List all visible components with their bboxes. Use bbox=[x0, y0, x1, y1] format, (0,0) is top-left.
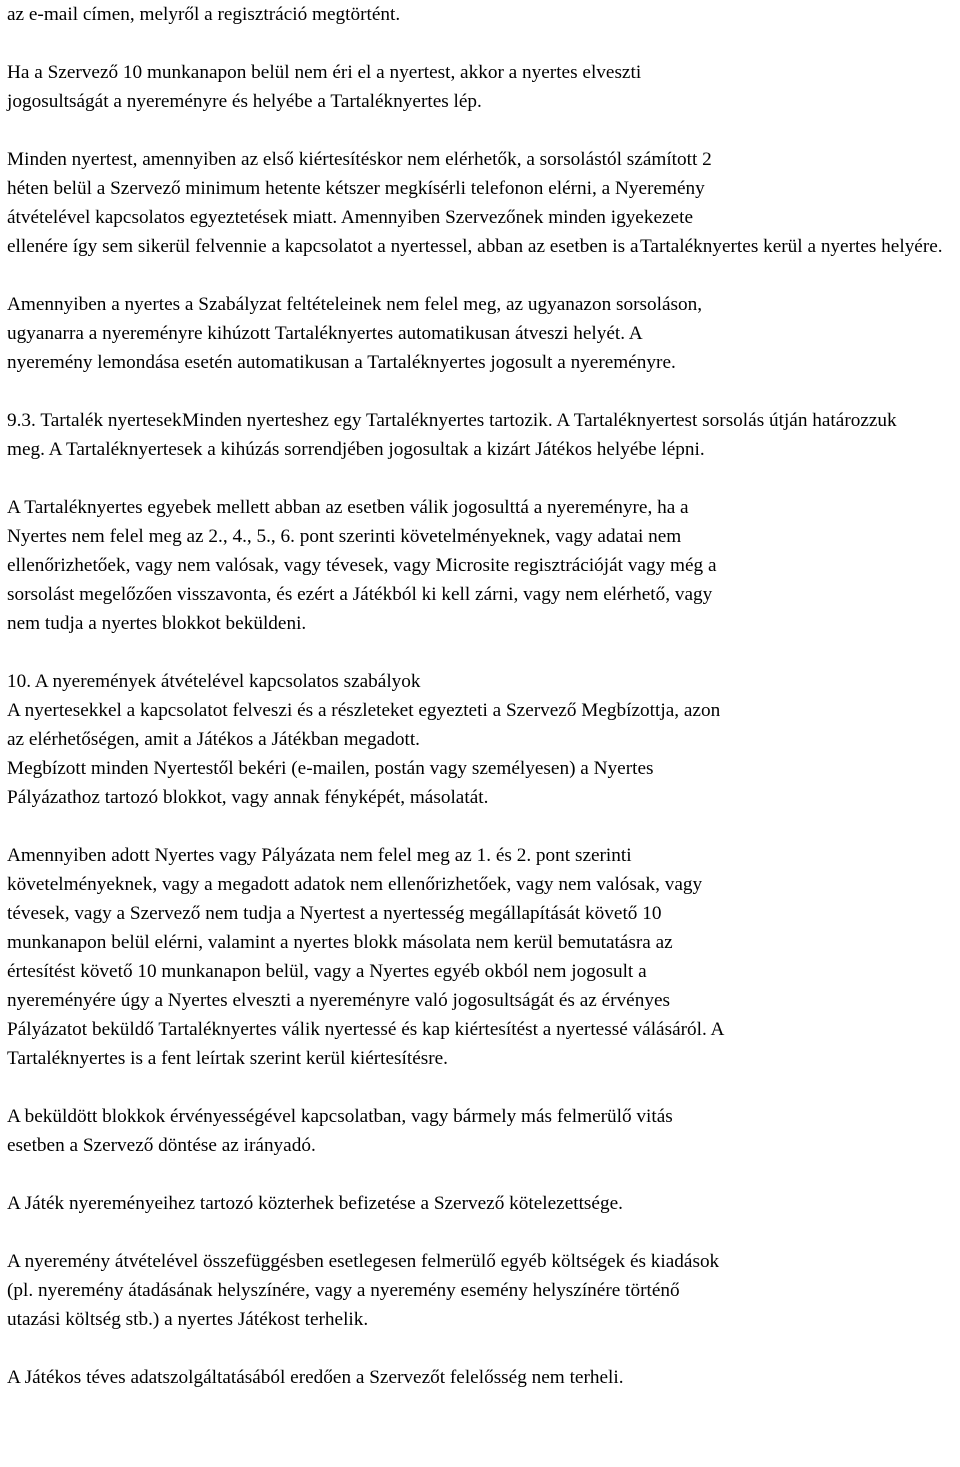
paragraph bbox=[7, 290, 957, 377]
text-line: 10. A nyeremények átvételével kapcsolatos szabályok bbox=[7, 671, 421, 692]
text-line: Tartaléknyertes is a fent leírtak szerint kerül kiértesítésre. bbox=[7, 1048, 449, 1069]
text-line: A Játék nyereményeihez tartozó közterhek befizetése a Szervező kötelezettsége. bbox=[7, 1193, 623, 1214]
paragraph bbox=[7, 667, 957, 812]
text-line: sorsolást megelőzően visszavonta, és ezért a Játékból ki kell zárni, vagy nem elérhető, vagy bbox=[7, 584, 713, 605]
text-line: Amennyiben a nyertes a Szabályzat feltételeinek nem felel meg, az ugyanazon sorsoláson, bbox=[7, 294, 703, 315]
text-line: Minden nyerteshez egy Tartaléknyertes tartozik. A Tartaléknyertest sorsolás útján határozzuk bbox=[181, 410, 897, 431]
text-line: tévesek, vagy a Szervező nem tudja a Nyertest a nyertesség megállapítását követő 10 bbox=[7, 903, 662, 924]
text-line: Pályázathoz tartozó blokkot, vagy annak fényképét, másolatát. bbox=[7, 787, 489, 808]
paragraph bbox=[7, 0, 957, 29]
text-line: Amennyiben adott Nyertes vagy Pályázata nem felel meg az 1. és 2. pont szerinti bbox=[7, 845, 632, 866]
text-line: Minden nyertest, amennyiben az első kiértesítéskor nem elérhetők, a sorsolástól számított 2 bbox=[7, 149, 712, 170]
text-line: átvételével kapcsolatos egyeztetések miatt. Amennyiben Szervezőnek minden igyekezete bbox=[7, 207, 693, 228]
paragraph bbox=[7, 1363, 957, 1392]
text-line: nyereményére úgy a Nyertes elveszti a nyereményre való jogosultságát és az érvényes bbox=[7, 990, 670, 1011]
paragraph-spacer bbox=[7, 1218, 957, 1247]
text-line: ellenére így sem sikerül felvennie a kapcsolatot a nyertessel, abban az esetben is a bbox=[7, 236, 639, 257]
text-line: ellenőrizhetőek, vagy nem valósak, vagy tévesek, vagy Microsite regisztrációját vagy még a bbox=[7, 555, 717, 576]
text-line: az elérhetőségen, amit a Játékos a Játékban megadott. bbox=[7, 729, 420, 750]
paragraph-spacer bbox=[7, 1334, 957, 1363]
paragraph bbox=[7, 58, 957, 116]
text-line: követelményeknek, vagy a megadott adatok nem ellenőrizhetőek, vagy nem valósak, vagy bbox=[7, 874, 703, 895]
paragraph-spacer bbox=[7, 1160, 957, 1189]
text-line: héten belül a Szervező minimum hetente kétszer megkísérli telefonon elérni, a Nyeremény bbox=[7, 178, 705, 199]
text-line: az e-mail címen, melyről a regisztráció megtörtént. bbox=[7, 4, 401, 25]
text-line: Tartaléknyertes kerül a nyertes helyére. bbox=[639, 236, 943, 257]
document-page bbox=[7, 0, 957, 1392]
text-line: Nyertes nem felel meg az 2., 4., 5., 6. pont szerinti követelményeknek, vagy adatai nem bbox=[7, 526, 682, 547]
text-line: nem tudja a nyertes blokkot beküldeni. bbox=[7, 613, 307, 634]
text-line: A Játékos téves adatszolgáltatásából eredően a Szervezőt felelősség nem terheli. bbox=[7, 1367, 624, 1388]
paragraph-spacer bbox=[7, 116, 957, 145]
paragraph bbox=[7, 406, 957, 464]
text-line: Ha a Szervező 10 munkanapon belül nem éri el a nyertest, akkor a nyertes elveszti bbox=[7, 62, 642, 83]
paragraph bbox=[7, 841, 957, 1073]
text-line: Pályázatot beküldő Tartaléknyertes válik nyertessé és kap kiértesítést a nyertessé válásáról. A bbox=[7, 1019, 725, 1040]
text-line: A nyertesekkel a kapcsolatot felveszi és a részleteket egyezteti a Szervező Megbízottja, azon bbox=[7, 700, 721, 721]
text-line: jogosultságát a nyereményre és helyébe a Tartaléknyertes lép. bbox=[7, 91, 482, 112]
text-line: nyeremény lemondása esetén automatikusan a Tartaléknyertes jogosult a nyereményre. bbox=[7, 352, 676, 373]
paragraph bbox=[7, 1247, 957, 1334]
paragraph-spacer bbox=[7, 1073, 957, 1102]
paragraph-spacer bbox=[7, 29, 957, 58]
text-line: esetben a Szervező döntése az irányadó. bbox=[7, 1135, 316, 1156]
paragraph bbox=[7, 145, 957, 261]
paragraph-spacer bbox=[7, 464, 957, 493]
paragraph-spacer bbox=[7, 812, 957, 841]
paragraph-spacer bbox=[7, 261, 957, 290]
text-line: ugyanarra a nyereményre kihúzott Tartaléknyertes automatikusan átveszi helyét. A bbox=[7, 323, 643, 344]
paragraph-spacer bbox=[7, 638, 957, 667]
paragraph bbox=[7, 493, 957, 638]
text-line: utazási költség stb.) a nyertes Játékost terhelik. bbox=[7, 1309, 369, 1330]
paragraph bbox=[7, 1102, 957, 1160]
paragraph bbox=[7, 1189, 957, 1218]
text-line: A nyeremény átvételével összefüggésben esetlegesen felmerülő egyéb költségek és kiadások bbox=[7, 1251, 720, 1272]
text-line: Megbízott minden Nyertestől bekéri (e-mailen, postán vagy személyesen) a Nyertes bbox=[7, 758, 654, 779]
text-line: A beküldött blokkok érvényességével kapcsolatban, vagy bármely más felmerülő vitás bbox=[7, 1106, 673, 1127]
text-line: meg. A Tartaléknyertesek a kihúzás sorrendjében jogosultak a kizárt Játékos helyébe lépni. bbox=[7, 439, 705, 460]
text-line: A Tartaléknyertes egyebek mellett abban az esetben válik jogosulttá a nyereményre, ha a bbox=[7, 497, 689, 518]
text-line: munkanapon belül elérni, valamint a nyertes blokk másolata nem kerül bemutatásra az bbox=[7, 932, 673, 953]
text-line: értesítést követő 10 munkanapon belül, vagy a Nyertes egyéb okból nem jogosult a bbox=[7, 961, 647, 982]
text-line: 9.3. Tartalék nyertesek bbox=[7, 410, 182, 431]
text-line: (pl. nyeremény átadásának helyszínére, vagy a nyeremény esemény helyszínére történő bbox=[7, 1280, 680, 1301]
paragraph-spacer bbox=[7, 377, 957, 406]
